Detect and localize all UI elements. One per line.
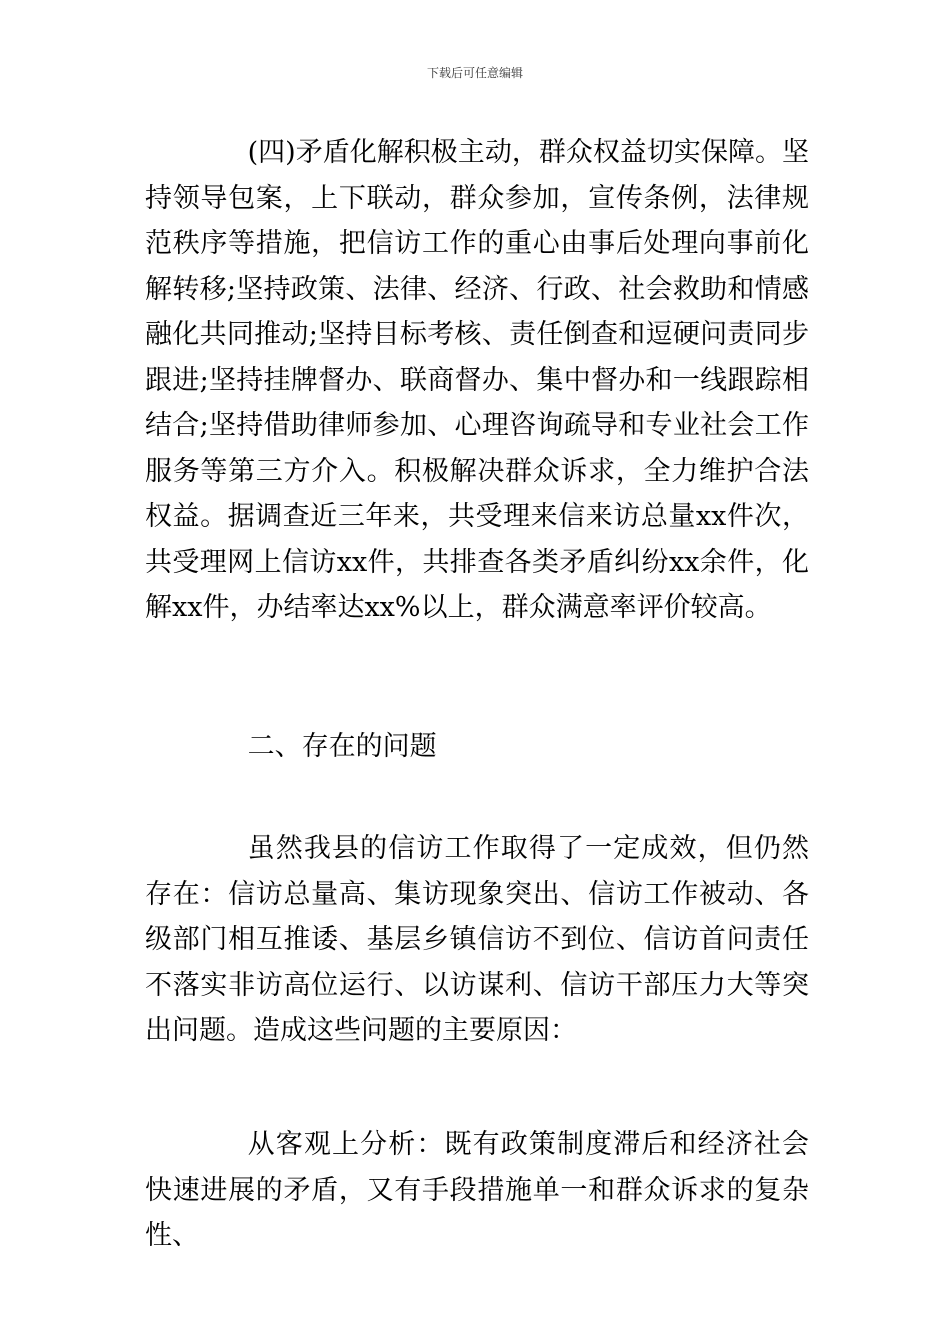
section-heading-problems: 二、存在的问题	[247, 731, 437, 762]
paragraph-conflict-resolution: (四)矛盾化解积极主动，群众权益切实保障。坚持领导包案，上下联动，群众参加，宣传条例，法律规范秩序等措施，把信访工作的重心由事后处理向事前化解转移;坚持政策、法律、经济、行政、社会救助和情感融化共同推动;坚持目标考核、责任倒查和逗硬问责同步跟进;坚持挂牌督办、联商督办、集中督办和一线跟踪相结合;坚持借助律师参加、心理咨询疏导和专业社会工作服务等第三方介入。积极解决群众诉求，全力维护合法权益。据调查近三年来，共受理来信来访总量xx件次，共受理网上信访xx件，共排查各类矛盾纠纷xx余件，化解xx件，办结率达xx%以上，群众满意率评价较高。	[145, 137, 809, 623]
paragraph-objective-analysis: 从客观上分析：既有政策制度滞后和经济社会快速进展的矛盾，又有手段措施单一和群众诉求的复杂性、	[145, 1129, 809, 1251]
page-header: 下载后可任意编辑	[426, 66, 523, 80]
paragraph-existing-problems: 虽然我县的信访工作取得了一定成效，但仍然存在：信访总量高、集访现象突出、信访工作被动、各级部门相互推诿、基层乡镇信访不到位、信访首问责任不落实非访高位运行、以访谋利、信访干部压力大等突出问题。造成这些问题的主要原因：	[145, 833, 809, 1046]
